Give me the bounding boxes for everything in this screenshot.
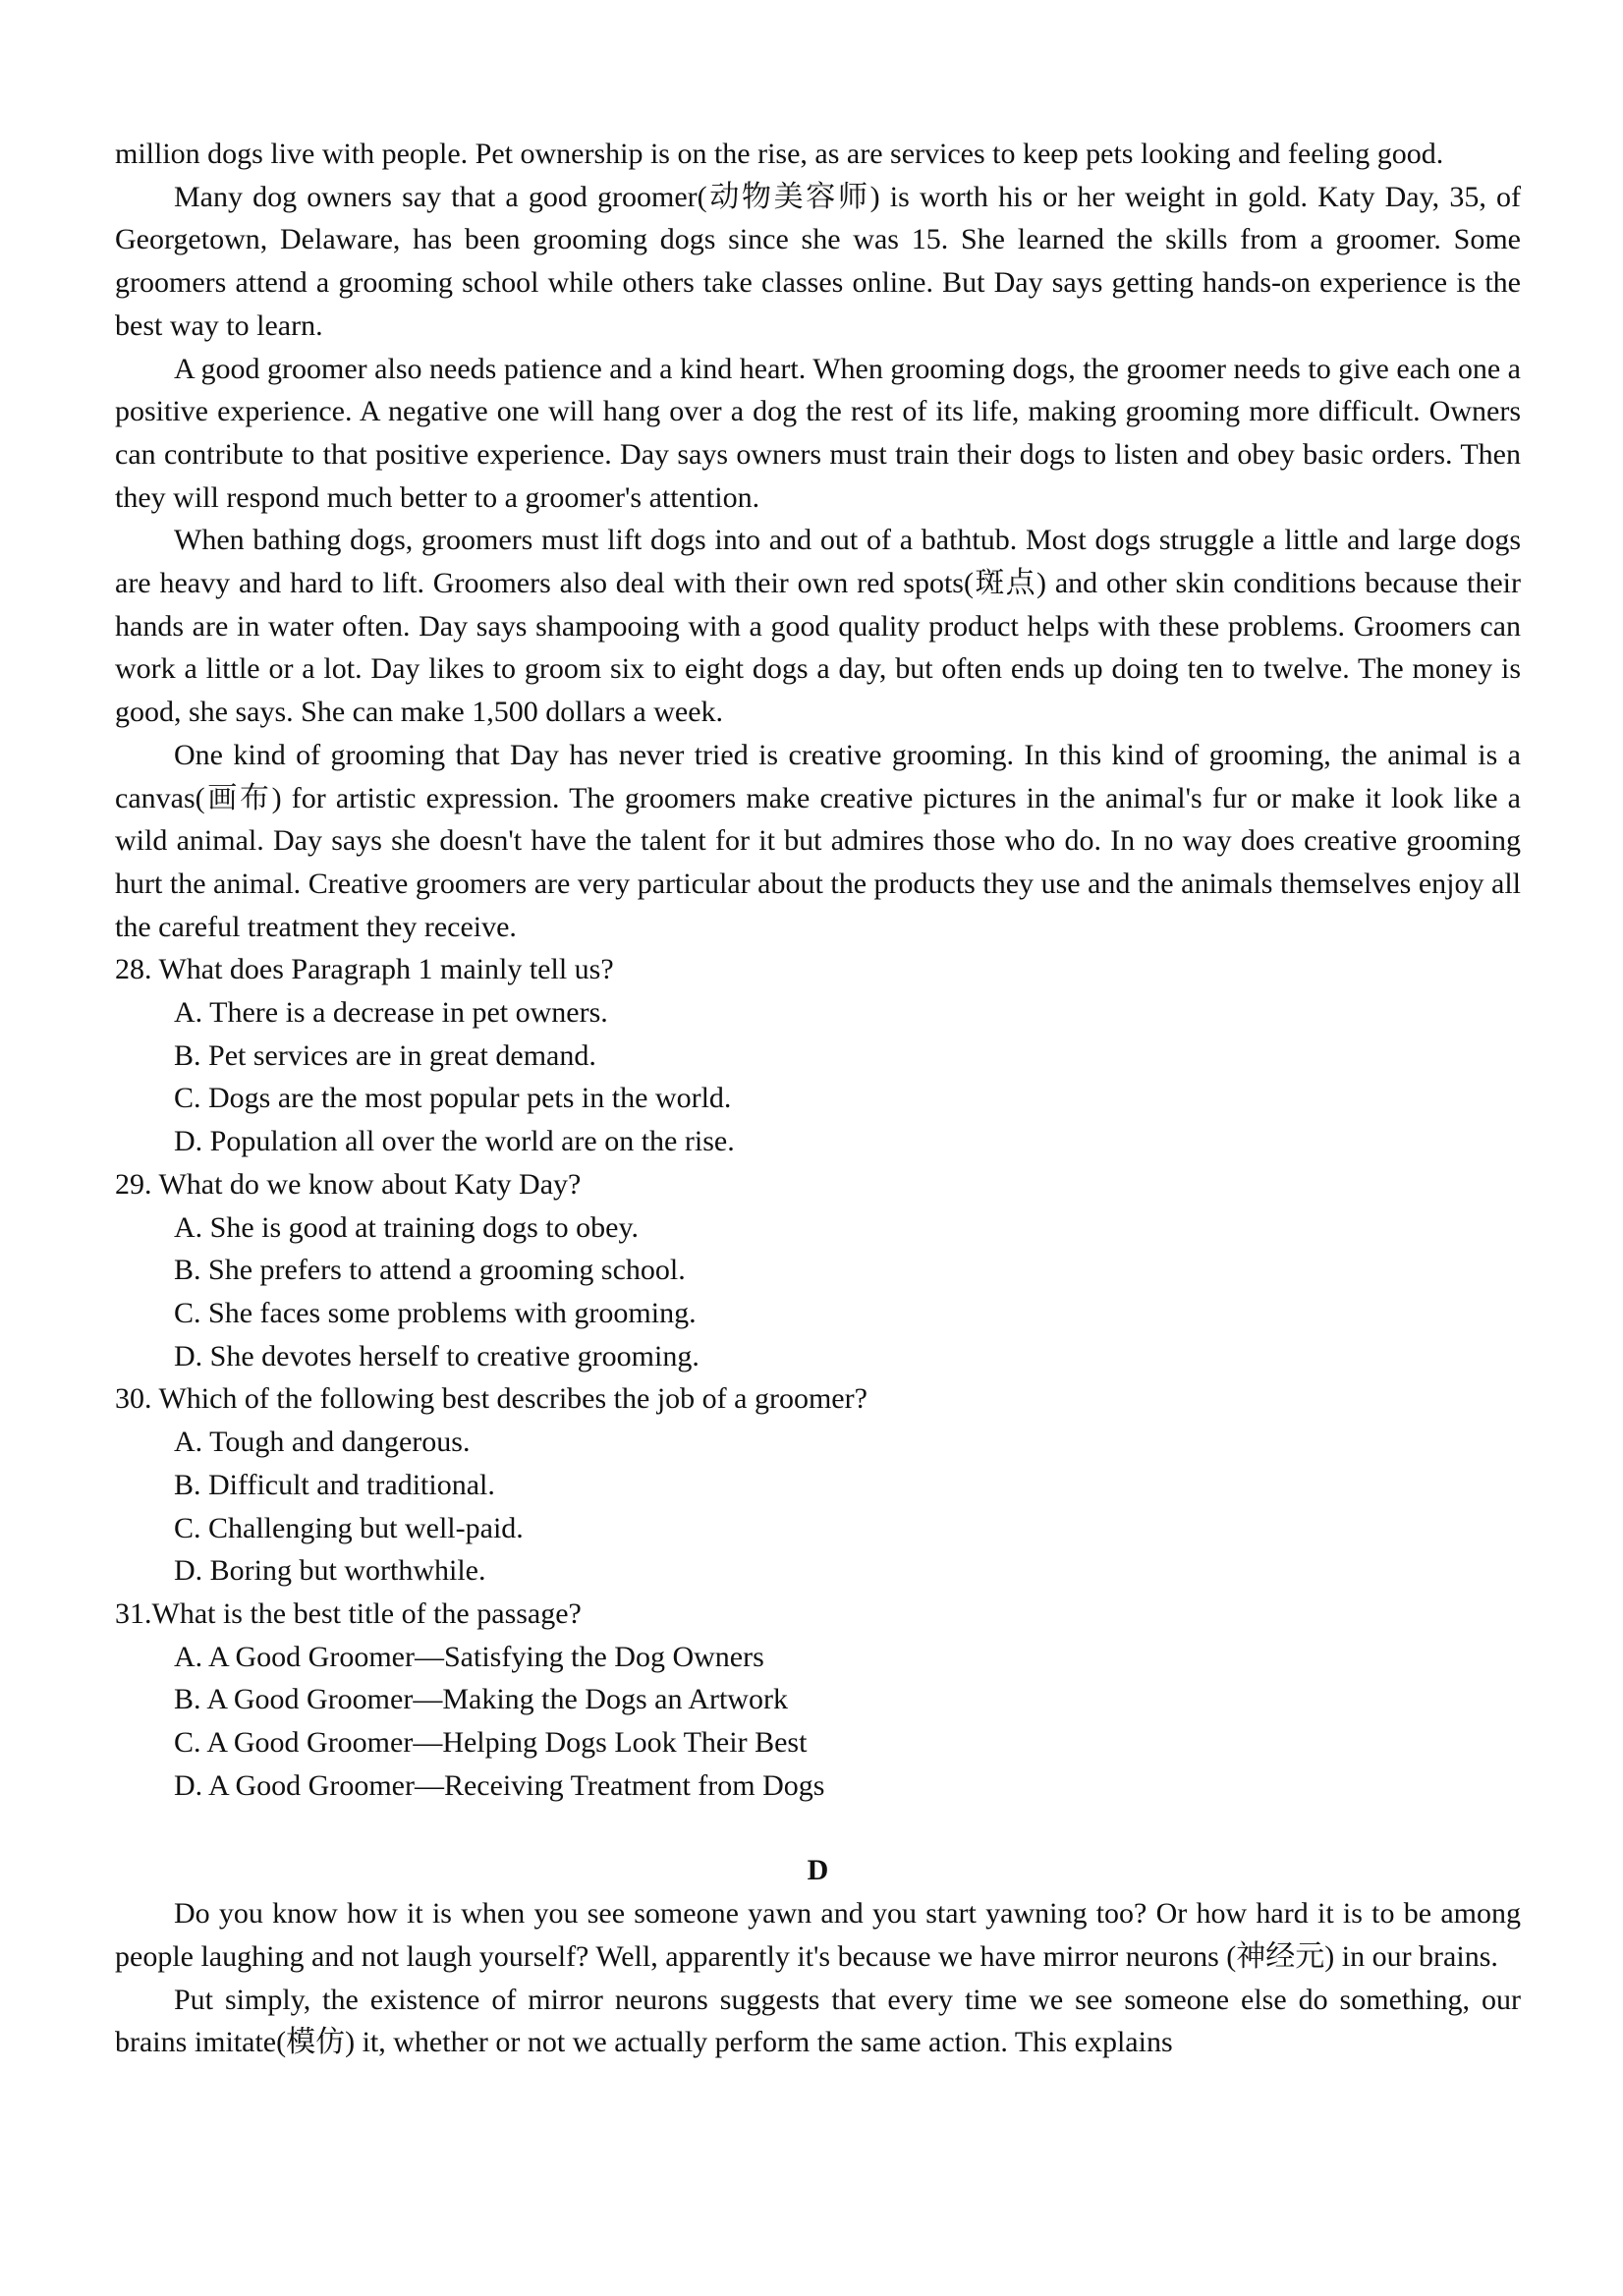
passage-paragraph: A good groomer also needs patience and a kind heart. When grooming dogs, the groomer needs to give each one a positive experience. A negative one will hang over a dog the rest of its life, making grooming more difficult. Owners can contribute to that positive experience. Day says owners must train their dogs to listen and obey basic orders. Then they will respond much better to a groomer's attention. bbox=[115, 352, 1521, 514]
question-30 bbox=[115, 1377, 1521, 1593]
question-29 bbox=[115, 1163, 1521, 1378]
answer-option: A. There is a decrease in pet owners. bbox=[174, 996, 608, 1030]
passage-paragraph: million dogs live with people. Pet ownership is on the rise, as are services to keep pets looking and feeling good. bbox=[115, 138, 1444, 170]
passage-paragraph: One kind of grooming that Day has never tried is creative grooming. In this kind of grooming, the animal is a canvas(画布) for artistic expression. The groomers make creative pictures in the animal's fur or make it look like a wild animal. Day says she doesn't have the talent for it but admires those who do. In no way does creative grooming hurt the animal. Creative groomers are very particular about the products they use and the animals themselves enjoy all the careful treatment they receive. bbox=[115, 738, 1521, 943]
question-stem: 30. Which of the following best describes the job of a groomer? bbox=[115, 1382, 867, 1416]
answer-option: B. She prefers to attend a grooming school. bbox=[174, 1254, 686, 1287]
answer-option: B. Pet services are in great demand. bbox=[174, 1038, 596, 1072]
question-31 bbox=[115, 1593, 1521, 1808]
passage-d bbox=[115, 1807, 1521, 2064]
answer-option: C. Challenging but well-paid. bbox=[174, 1511, 524, 1544]
passage-paragraph: When bathing dogs, groomers must lift dogs into and out of a bathtub. Most dogs struggle a little and large dogs are heavy and hard to lift. Groomers also deal with their own red spots(斑点) and other skin conditions because their hands are in water often. Day says shampooing with a good quality product helps with these problems. Groomers can work a little or a lot. Day likes to groom six to eight dogs a day, but often ends up doing ten to twelve. The money is good, she says. She can make 1,500 dollars a week. bbox=[115, 524, 1521, 729]
answer-option: D. Population all over the world are on the rise. bbox=[174, 1125, 735, 1158]
question-stem: 28. What does Paragraph 1 mainly tell us? bbox=[115, 953, 614, 986]
answer-option: D. A Good Groomer—Receiving Treatment from Dogs bbox=[174, 1768, 825, 1802]
passage-paragraph: Put simply, the existence of mirror neurons suggests that every time we see someone else do something, our brains imitate(模仿) it, whether or not we actually perform the same action. This explains bbox=[115, 1983, 1521, 2059]
answer-option: A. A Good Groomer—Satisfying the Dog Owners bbox=[174, 1640, 764, 1673]
question-block bbox=[115, 948, 1521, 1807]
question-28 bbox=[115, 948, 1521, 1163]
answer-option: C. A Good Groomer—Helping Dogs Look Their Best bbox=[174, 1726, 808, 1760]
section-heading: D bbox=[807, 1854, 829, 1887]
question-stem: 29. What do we know about Katy Day? bbox=[115, 1167, 582, 1201]
answer-option: A. She is good at training dogs to obey. bbox=[174, 1210, 640, 1244]
answer-option: C. Dogs are the most popular pets in the world. bbox=[174, 1082, 732, 1115]
passage-c bbox=[115, 133, 1521, 948]
passage-paragraph: Many dog owners say that a good groomer(动物美容师) is worth his or her weight in gold. Katy Day, 35, of Georgetown, Delaware, has been grooming dogs since she was 15. She learned the skills from a groomer. Some groomers attend a grooming school while others take classes online. But Day says getting hands-on experience is the best way to learn. bbox=[115, 180, 1521, 342]
question-stem: 31.What is the best title of the passage? bbox=[115, 1596, 582, 1630]
passage-paragraph: Do you know how it is when you see someone yawn and you start yawning too? Or how hard it is to be among people laughing and not laugh yourself? Well, apparently it's because we have mirror neurons (神经元) in our brains. bbox=[115, 1897, 1521, 1973]
answer-option: D. She devotes herself to creative grooming. bbox=[174, 1339, 700, 1372]
answer-option: B. A Good Groomer—Making the Dogs an Artwork bbox=[174, 1683, 788, 1716]
answer-option: B. Difficult and traditional. bbox=[174, 1468, 495, 1501]
answer-option: D. Boring but worthwhile. bbox=[174, 1554, 486, 1588]
answer-option: C. She faces some problems with grooming. bbox=[174, 1296, 697, 1329]
answer-option: A. Tough and dangerous. bbox=[174, 1426, 471, 1459]
